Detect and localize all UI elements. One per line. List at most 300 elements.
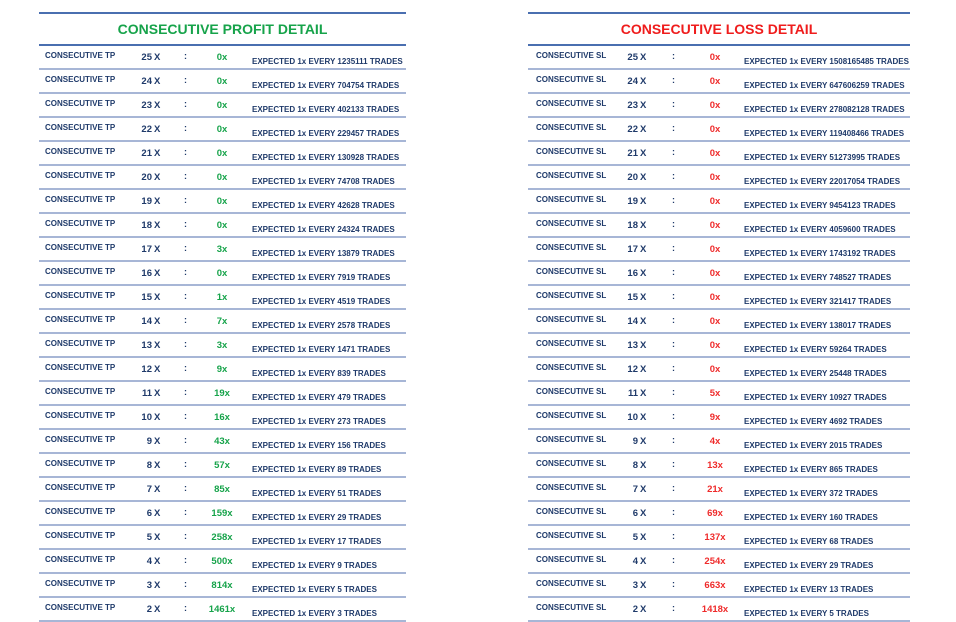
expected-frequency: EXPECTED 1x EVERY 68 TRADES <box>744 537 874 546</box>
occurrence-count: 57x <box>214 460 230 471</box>
expected-frequency: EXPECTED 1x EVERY 479 TRADES <box>252 393 386 402</box>
loss-panel <box>528 12 910 622</box>
occurrence-count: 1x <box>216 292 228 303</box>
separator: : <box>184 531 187 541</box>
occurrence-count: 19x <box>214 388 230 399</box>
streak-length: 19 <box>141 196 152 207</box>
row-label: CONSECUTIVE SL <box>536 411 607 420</box>
occurrence-count: 3x <box>216 340 228 351</box>
occurrence-count: 0x <box>709 124 721 135</box>
table-row <box>39 550 406 574</box>
occurrence-count: 1461x <box>208 604 236 615</box>
table-row <box>528 262 910 286</box>
streak-length: 17 <box>141 244 152 255</box>
row-label: CONSECUTIVE SL <box>536 531 607 540</box>
row-label: CONSECUTIVE TP <box>45 123 116 132</box>
table-row <box>528 238 910 262</box>
table-row <box>39 46 406 70</box>
expected-frequency: EXPECTED 1x EVERY 4059600 TRADES <box>744 225 896 234</box>
row-label: CONSECUTIVE TP <box>45 531 116 540</box>
occurrence-count: 0x <box>709 76 721 87</box>
row-label: CONSECUTIVE SL <box>536 171 607 180</box>
separator: : <box>184 339 187 349</box>
separator: : <box>672 99 675 109</box>
multiply-symbol: X <box>640 100 647 111</box>
streak-length: 14 <box>627 316 638 327</box>
streak-length: 15 <box>627 292 638 303</box>
table-row <box>39 502 406 526</box>
streak-length: 24 <box>627 76 638 87</box>
expected-frequency: EXPECTED 1x EVERY 24324 TRADES <box>252 225 395 234</box>
row-label: CONSECUTIVE SL <box>536 315 607 324</box>
occurrence-count: 9x <box>216 364 228 375</box>
separator: : <box>672 459 675 469</box>
occurrence-count: 1418x <box>701 604 729 615</box>
table-row <box>39 70 406 94</box>
separator: : <box>672 483 675 493</box>
multiply-symbol: X <box>154 148 161 159</box>
expected-frequency: EXPECTED 1x EVERY 748527 TRADES <box>744 273 892 282</box>
table-row <box>528 454 910 478</box>
multiply-symbol: X <box>640 220 647 231</box>
streak-length: 18 <box>627 220 638 231</box>
table-row <box>528 214 910 238</box>
occurrence-count: 0x <box>216 220 228 231</box>
separator: : <box>672 267 675 277</box>
separator: : <box>672 387 675 397</box>
multiply-symbol: X <box>154 244 161 255</box>
expected-frequency: EXPECTED 1x EVERY 5 TRADES <box>744 609 869 618</box>
streak-length: 13 <box>627 340 638 351</box>
row-label: CONSECUTIVE TP <box>45 315 116 324</box>
streak-length: 23 <box>141 100 152 111</box>
multiply-symbol: X <box>640 364 647 375</box>
expected-frequency: EXPECTED 1x EVERY 647606259 TRADES <box>744 81 905 90</box>
separator: : <box>672 75 675 85</box>
table-row <box>528 94 910 118</box>
occurrence-count: 0x <box>709 196 721 207</box>
streak-length: 4 <box>632 556 638 567</box>
multiply-symbol: X <box>154 172 161 183</box>
multiply-symbol: X <box>640 244 647 255</box>
streak-length: 14 <box>141 316 152 327</box>
separator: : <box>672 555 675 565</box>
streak-length: 22 <box>141 124 152 135</box>
multiply-symbol: X <box>640 580 647 591</box>
multiply-symbol: X <box>640 196 647 207</box>
row-label: CONSECUTIVE TP <box>45 219 116 228</box>
streak-length: 2 <box>632 604 638 615</box>
table-row <box>39 118 406 142</box>
multiply-symbol: X <box>154 532 161 543</box>
expected-frequency: EXPECTED 1x EVERY 138017 TRADES <box>744 321 892 330</box>
expected-frequency: EXPECTED 1x EVERY 22017054 TRADES <box>744 177 901 186</box>
row-label: CONSECUTIVE TP <box>45 339 116 348</box>
occurrence-count: 258x <box>211 532 233 543</box>
multiply-symbol: X <box>640 508 647 519</box>
expected-frequency: EXPECTED 1x EVERY 372 TRADES <box>744 489 878 498</box>
streak-length: 9 <box>632 436 638 447</box>
multiply-symbol: X <box>640 604 647 615</box>
streak-length: 9 <box>146 436 152 447</box>
multiply-symbol: X <box>640 52 647 63</box>
row-label: CONSECUTIVE TP <box>45 51 116 60</box>
row-label: CONSECUTIVE TP <box>45 75 116 84</box>
streak-length: 11 <box>627 388 638 399</box>
separator: : <box>184 75 187 85</box>
row-label: CONSECUTIVE SL <box>536 51 607 60</box>
separator: : <box>672 123 675 133</box>
occurrence-count: 9x <box>709 412 721 423</box>
multiply-symbol: X <box>154 220 161 231</box>
row-label: CONSECUTIVE SL <box>536 75 607 84</box>
row-label: CONSECUTIVE TP <box>45 387 116 396</box>
streak-length: 12 <box>627 364 638 375</box>
row-label: CONSECUTIVE TP <box>45 459 116 468</box>
streak-length: 22 <box>627 124 638 135</box>
multiply-symbol: X <box>640 340 647 351</box>
row-label: CONSECUTIVE SL <box>536 603 607 612</box>
row-label: CONSECUTIVE TP <box>45 579 116 588</box>
streak-length: 5 <box>632 532 638 543</box>
expected-frequency: EXPECTED 1x EVERY 865 TRADES <box>744 465 878 474</box>
streak-length: 7 <box>632 484 638 495</box>
separator: : <box>672 51 675 61</box>
separator: : <box>184 435 187 445</box>
loss-rows <box>528 46 910 622</box>
multiply-symbol: X <box>640 316 647 327</box>
multiply-symbol: X <box>154 412 161 423</box>
occurrence-count: 0x <box>216 124 228 135</box>
occurrence-count: 5x <box>709 388 721 399</box>
separator: : <box>672 147 675 157</box>
expected-frequency: EXPECTED 1x EVERY 29 TRADES <box>744 561 874 570</box>
streak-length: 25 <box>141 52 152 63</box>
separator: : <box>672 603 675 613</box>
row-label: CONSECUTIVE TP <box>45 435 116 444</box>
table-row <box>528 70 910 94</box>
separator: : <box>184 387 187 397</box>
table-row <box>528 502 910 526</box>
separator: : <box>184 507 187 517</box>
table-row <box>528 358 910 382</box>
streak-length: 25 <box>627 52 638 63</box>
occurrence-count: 0x <box>709 220 721 231</box>
row-label: CONSECUTIVE SL <box>536 219 607 228</box>
expected-frequency: EXPECTED 1x EVERY 59264 TRADES <box>744 345 887 354</box>
separator: : <box>184 51 187 61</box>
expected-frequency: EXPECTED 1x EVERY 5 TRADES <box>252 585 377 594</box>
row-label: CONSECUTIVE TP <box>45 195 116 204</box>
streak-length: 13 <box>141 340 152 351</box>
multiply-symbol: X <box>154 484 161 495</box>
separator: : <box>184 267 187 277</box>
expected-frequency: EXPECTED 1x EVERY 51 TRADES <box>252 489 382 498</box>
occurrence-count: 814x <box>211 580 233 591</box>
streak-length: 4 <box>146 556 152 567</box>
multiply-symbol: X <box>154 52 161 63</box>
multiply-symbol: X <box>640 268 647 279</box>
multiply-symbol: X <box>640 436 647 447</box>
streak-length: 21 <box>627 148 638 159</box>
row-label: CONSECUTIVE SL <box>536 243 607 252</box>
table-row <box>39 430 406 454</box>
row-label: CONSECUTIVE TP <box>45 267 116 276</box>
separator: : <box>184 555 187 565</box>
occurrence-count: 0x <box>216 148 228 159</box>
separator: : <box>184 123 187 133</box>
row-label: CONSECUTIVE TP <box>45 171 116 180</box>
table-row <box>528 286 910 310</box>
multiply-symbol: X <box>154 100 161 111</box>
streak-length: 17 <box>627 244 638 255</box>
occurrence-count: 0x <box>709 316 721 327</box>
expected-frequency: EXPECTED 1x EVERY 839 TRADES <box>252 369 386 378</box>
streak-length: 6 <box>632 508 638 519</box>
row-label: CONSECUTIVE SL <box>536 147 607 156</box>
occurrence-count: 43x <box>214 436 230 447</box>
row-label: CONSECUTIVE TP <box>45 99 116 108</box>
occurrence-count: 21x <box>707 484 723 495</box>
table-row <box>528 478 910 502</box>
multiply-symbol: X <box>640 76 647 87</box>
row-label: CONSECUTIVE TP <box>45 507 116 516</box>
separator: : <box>672 315 675 325</box>
table-row <box>528 406 910 430</box>
streak-length: 20 <box>627 172 638 183</box>
occurrence-count: 0x <box>709 268 721 279</box>
separator: : <box>672 411 675 421</box>
expected-frequency: EXPECTED 1x EVERY 9 TRADES <box>252 561 377 570</box>
multiply-symbol: X <box>154 316 161 327</box>
occurrence-count: 13x <box>707 460 723 471</box>
table-row <box>39 94 406 118</box>
streak-length: 11 <box>141 388 152 399</box>
expected-frequency: EXPECTED 1x EVERY 4519 TRADES <box>252 297 391 306</box>
row-label: CONSECUTIVE SL <box>536 99 607 108</box>
streak-length: 8 <box>146 460 152 471</box>
separator: : <box>184 363 187 373</box>
multiply-symbol: X <box>154 508 161 519</box>
table-row <box>528 334 910 358</box>
streak-length: 7 <box>146 484 152 495</box>
expected-frequency: EXPECTED 1x EVERY 402133 TRADES <box>252 105 400 114</box>
separator: : <box>184 243 187 253</box>
separator: : <box>184 219 187 229</box>
expected-frequency: EXPECTED 1x EVERY 273 TRADES <box>252 417 386 426</box>
separator: : <box>184 99 187 109</box>
expected-frequency: EXPECTED 1x EVERY 42628 TRADES <box>252 201 395 210</box>
table-row <box>528 382 910 406</box>
row-label: CONSECUTIVE SL <box>536 507 607 516</box>
multiply-symbol: X <box>154 388 161 399</box>
table-row <box>39 214 406 238</box>
separator: : <box>672 291 675 301</box>
table-row <box>39 238 406 262</box>
row-label: CONSECUTIVE TP <box>45 243 116 252</box>
streak-length: 20 <box>141 172 152 183</box>
table-row <box>528 526 910 550</box>
table-row <box>39 598 406 622</box>
row-label: CONSECUTIVE TP <box>45 363 116 372</box>
streak-length: 6 <box>146 508 152 519</box>
expected-frequency: EXPECTED 1x EVERY 13 TRADES <box>744 585 874 594</box>
table-row <box>528 574 910 598</box>
occurrence-count: 0x <box>216 196 228 207</box>
profit-panel <box>39 12 406 622</box>
occurrence-count: 0x <box>216 268 228 279</box>
occurrence-count: 0x <box>709 52 721 63</box>
expected-frequency: EXPECTED 1x EVERY 1471 TRADES <box>252 345 391 354</box>
multiply-symbol: X <box>640 292 647 303</box>
occurrence-count: 85x <box>214 484 230 495</box>
table-row <box>528 118 910 142</box>
separator: : <box>184 411 187 421</box>
row-label: CONSECUTIVE SL <box>536 387 607 396</box>
row-label: CONSECUTIVE TP <box>45 603 116 612</box>
separator: : <box>184 459 187 469</box>
streak-length: 3 <box>632 580 638 591</box>
separator: : <box>672 435 675 445</box>
table-row <box>528 142 910 166</box>
table-row <box>528 598 910 622</box>
profit-rows <box>39 46 406 622</box>
expected-frequency: EXPECTED 1x EVERY 1508165485 TRADES <box>744 57 909 66</box>
row-label: CONSECUTIVE SL <box>536 123 607 132</box>
multiply-symbol: X <box>154 364 161 375</box>
row-label: CONSECUTIVE TP <box>45 147 116 156</box>
separator: : <box>672 243 675 253</box>
table-row <box>528 430 910 454</box>
table-row <box>39 286 406 310</box>
table-row <box>39 262 406 286</box>
multiply-symbol: X <box>640 148 647 159</box>
separator: : <box>672 219 675 229</box>
streak-length: 18 <box>141 220 152 231</box>
expected-frequency: EXPECTED 1x EVERY 130928 TRADES <box>252 153 400 162</box>
streak-length: 19 <box>627 196 638 207</box>
multiply-symbol: X <box>640 172 647 183</box>
streak-length: 3 <box>146 580 152 591</box>
table-row <box>39 478 406 502</box>
occurrence-count: 159x <box>211 508 233 519</box>
streak-length: 21 <box>141 148 152 159</box>
occurrence-count: 0x <box>709 244 721 255</box>
separator: : <box>672 171 675 181</box>
table-row <box>39 310 406 334</box>
occurrence-count: 16x <box>214 412 230 423</box>
expected-frequency: EXPECTED 1x EVERY 29 TRADES <box>252 513 382 522</box>
multiply-symbol: X <box>154 76 161 87</box>
separator: : <box>672 579 675 589</box>
occurrence-count: 0x <box>709 172 721 183</box>
occurrence-count: 663x <box>704 580 726 591</box>
occurrence-count: 0x <box>709 292 721 303</box>
occurrence-count: 0x <box>216 100 228 111</box>
expected-frequency: EXPECTED 1x EVERY 2015 TRADES <box>744 441 883 450</box>
row-label: CONSECUTIVE TP <box>45 555 116 564</box>
table-row <box>528 310 910 334</box>
occurrence-count: 0x <box>216 76 228 87</box>
separator: : <box>184 147 187 157</box>
streak-length: 10 <box>627 412 638 423</box>
row-label: CONSECUTIVE SL <box>536 267 607 276</box>
streak-length: 10 <box>141 412 152 423</box>
table-row <box>528 190 910 214</box>
row-label: CONSECUTIVE SL <box>536 339 607 348</box>
multiply-symbol: X <box>154 436 161 447</box>
occurrence-count: 0x <box>709 364 721 375</box>
row-label: CONSECUTIVE SL <box>536 195 607 204</box>
expected-frequency: EXPECTED 1x EVERY 160 TRADES <box>744 513 878 522</box>
occurrence-count: 500x <box>211 556 233 567</box>
expected-frequency: EXPECTED 1x EVERY 229457 TRADES <box>252 129 400 138</box>
occurrence-count: 137x <box>704 532 726 543</box>
row-label: CONSECUTIVE SL <box>536 555 607 564</box>
table-row <box>39 190 406 214</box>
separator: : <box>672 531 675 541</box>
table-row <box>528 166 910 190</box>
multiply-symbol: X <box>640 388 647 399</box>
profit-title: CONSECUTIVE PROFIT DETAIL <box>39 14 406 46</box>
separator: : <box>184 291 187 301</box>
multiply-symbol: X <box>154 604 161 615</box>
expected-frequency: EXPECTED 1x EVERY 3 TRADES <box>252 609 377 618</box>
expected-frequency: EXPECTED 1x EVERY 17 TRADES <box>252 537 382 546</box>
occurrence-count: 0x <box>709 340 721 351</box>
row-label: CONSECUTIVE TP <box>45 483 116 492</box>
multiply-symbol: X <box>154 556 161 567</box>
occurrence-count: 0x <box>709 100 721 111</box>
multiply-symbol: X <box>154 268 161 279</box>
row-label: CONSECUTIVE SL <box>536 363 607 372</box>
multiply-symbol: X <box>640 124 647 135</box>
table-row <box>39 406 406 430</box>
separator: : <box>184 579 187 589</box>
multiply-symbol: X <box>154 460 161 471</box>
streak-length: 2 <box>146 604 152 615</box>
expected-frequency: EXPECTED 1x EVERY 13879 TRADES <box>252 249 395 258</box>
table-row <box>39 334 406 358</box>
expected-frequency: EXPECTED 1x EVERY 25448 TRADES <box>744 369 887 378</box>
separator: : <box>672 363 675 373</box>
streak-length: 16 <box>141 268 152 279</box>
streak-length: 12 <box>141 364 152 375</box>
occurrence-count: 4x <box>709 436 721 447</box>
table-row <box>39 166 406 190</box>
row-label: CONSECUTIVE SL <box>536 483 607 492</box>
expected-frequency: EXPECTED 1x EVERY 7919 TRADES <box>252 273 391 282</box>
separator: : <box>672 339 675 349</box>
occurrence-count: 254x <box>704 556 726 567</box>
table-row <box>39 142 406 166</box>
table-row <box>39 358 406 382</box>
occurrence-count: 3x <box>216 244 228 255</box>
separator: : <box>184 603 187 613</box>
streak-length: 23 <box>627 100 638 111</box>
multiply-symbol: X <box>640 460 647 471</box>
row-label: CONSECUTIVE TP <box>45 291 116 300</box>
expected-frequency: EXPECTED 1x EVERY 119408466 TRADES <box>744 129 905 138</box>
expected-frequency: EXPECTED 1x EVERY 278082128 TRADES <box>744 105 905 114</box>
expected-frequency: EXPECTED 1x EVERY 10927 TRADES <box>744 393 887 402</box>
expected-frequency: EXPECTED 1x EVERY 74708 TRADES <box>252 177 395 186</box>
row-label: CONSECUTIVE SL <box>536 435 607 444</box>
table-row <box>39 574 406 598</box>
expected-frequency: EXPECTED 1x EVERY 89 TRADES <box>252 465 382 474</box>
separator: : <box>184 171 187 181</box>
streak-length: 24 <box>141 76 152 87</box>
